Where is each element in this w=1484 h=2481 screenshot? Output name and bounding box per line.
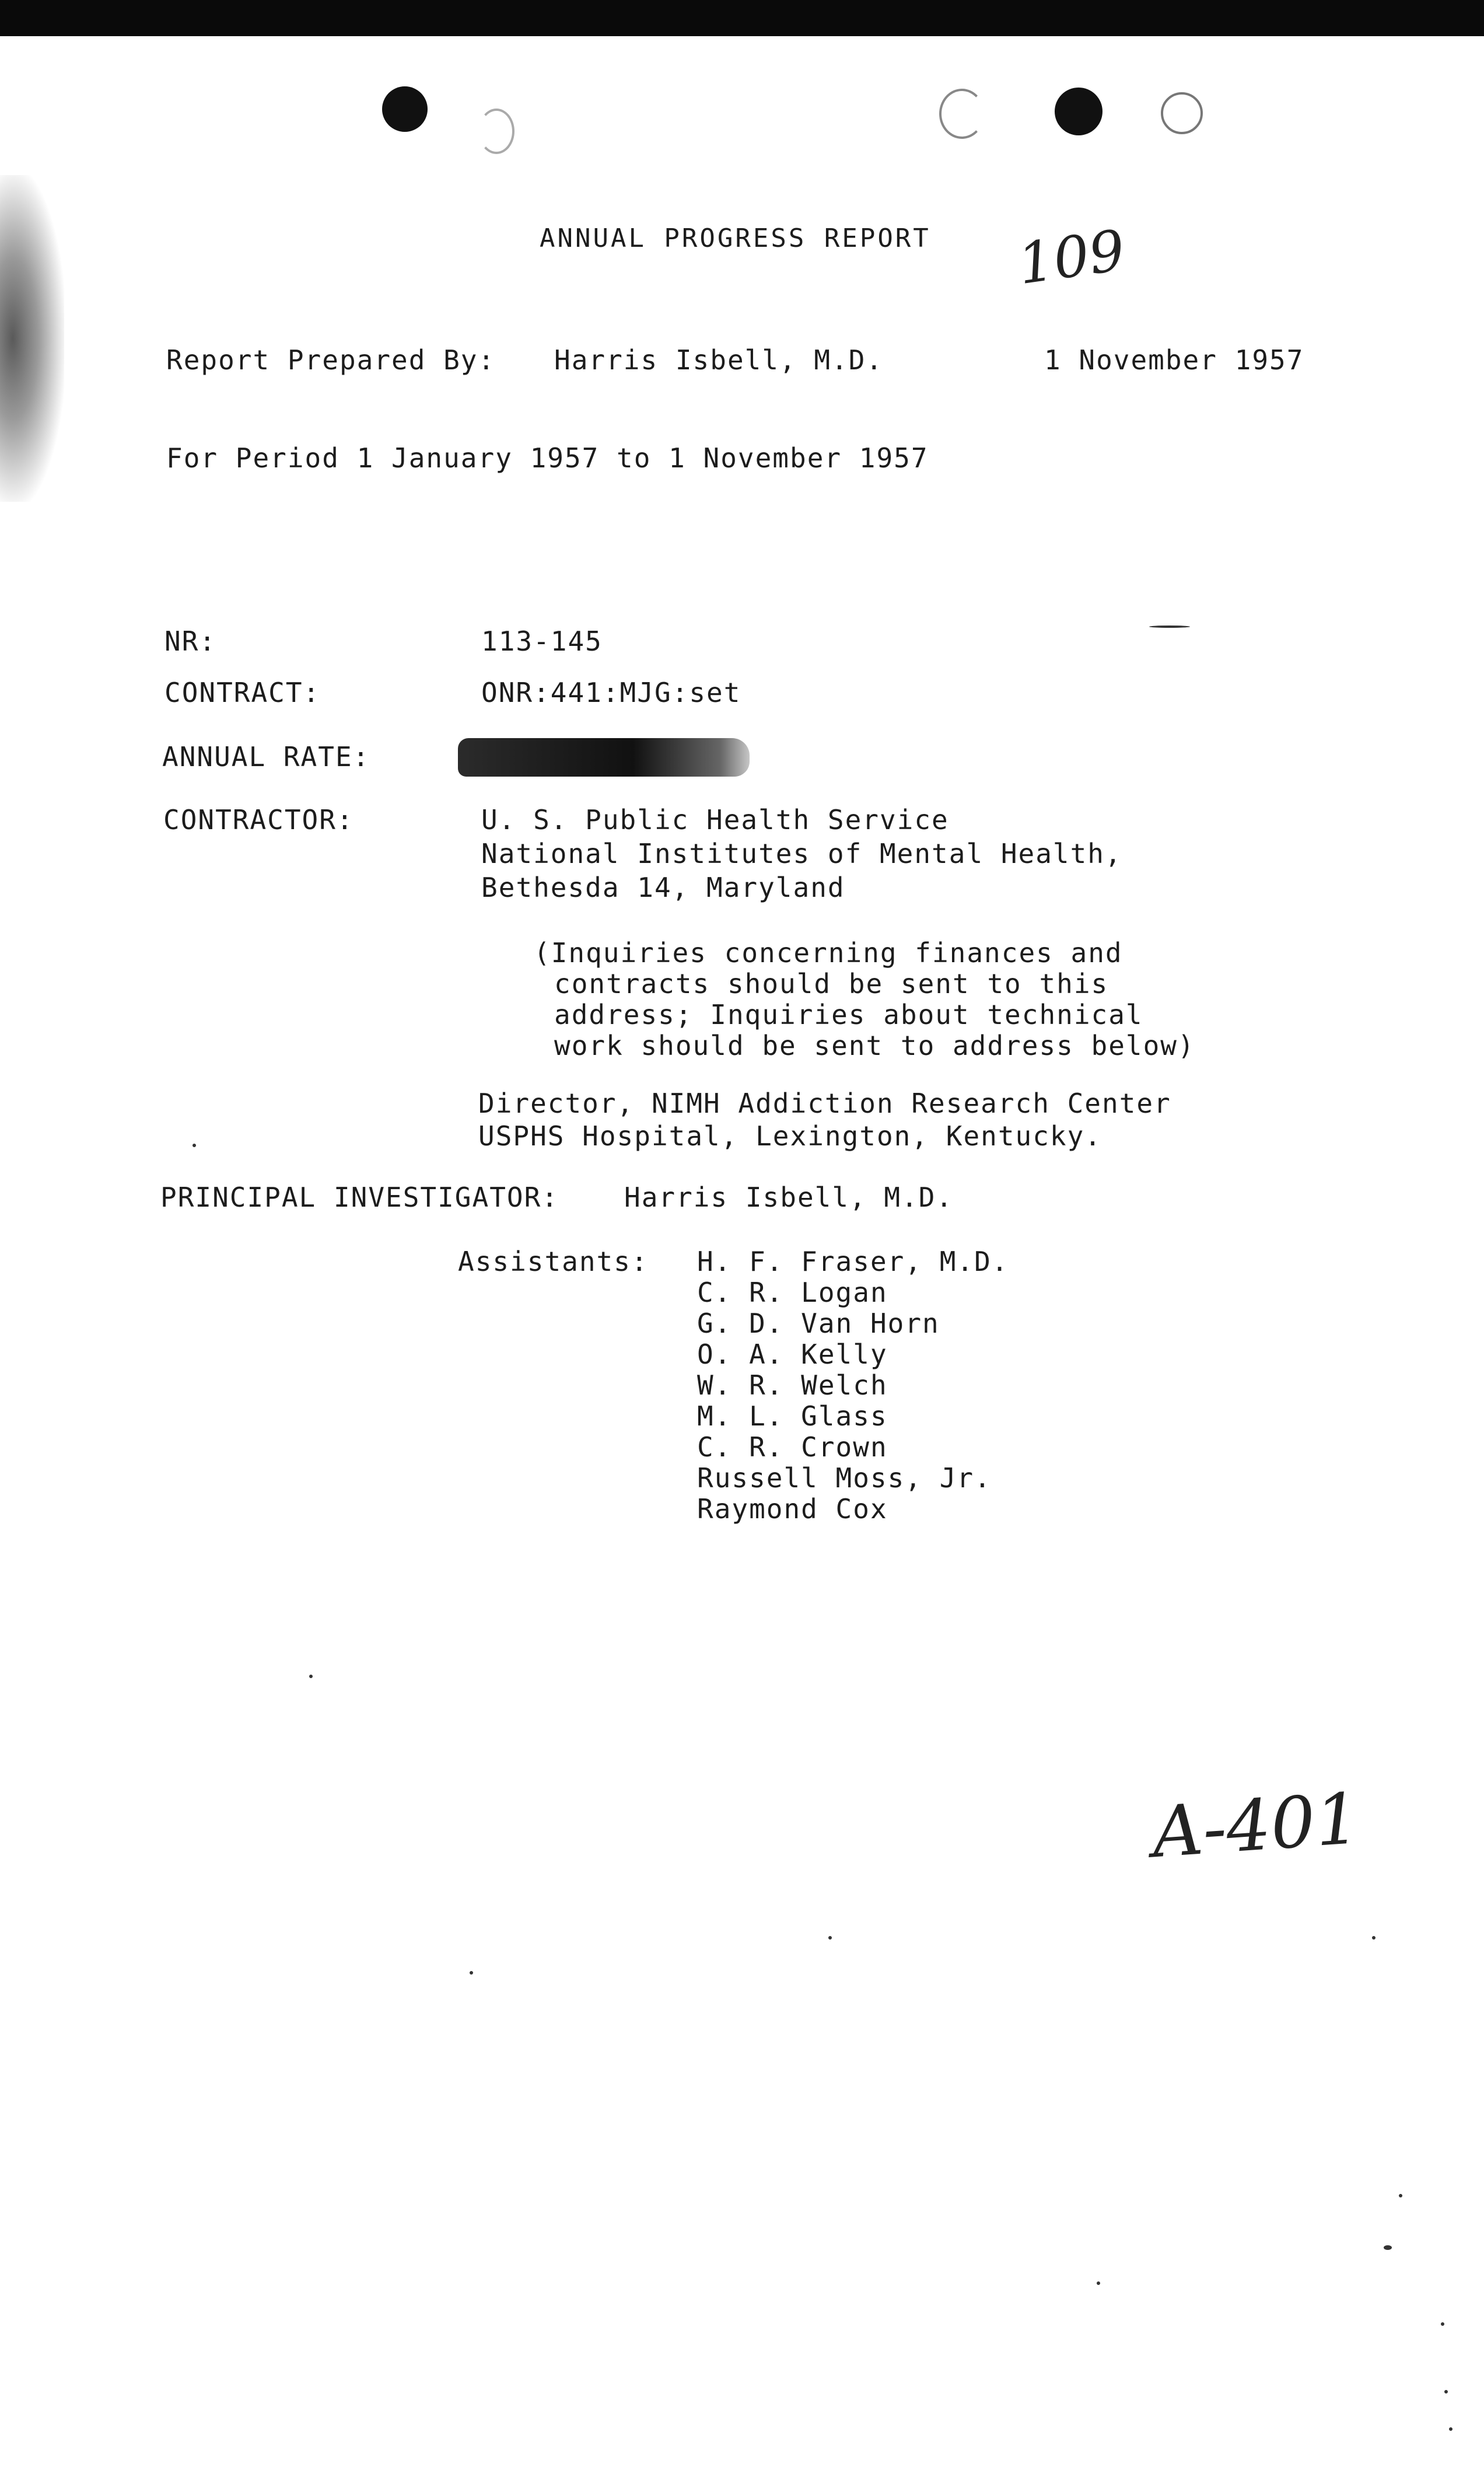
prepared-by-label: Report Prepared By:	[166, 344, 496, 376]
assistant-name: H. F. Fraser, M.D.	[697, 1246, 1009, 1277]
principal-investigator-label: PRINCIPAL INVESTIGATOR:	[160, 1182, 559, 1213]
scan-speck	[309, 1675, 313, 1678]
inquiries-note-line: address; Inquiries about technical	[554, 999, 1143, 1030]
assistant-name: O. A. Kelly	[697, 1339, 888, 1370]
director-line: Director, NIMH Addiction Research Center	[478, 1088, 1171, 1119]
scan-speck	[470, 1971, 473, 1975]
assistant-name: C. R. Logan	[697, 1277, 888, 1308]
contract-value: ONR:441:MJG:set	[481, 677, 741, 708]
redacted-annual-rate	[458, 738, 750, 777]
nr-value: 113-145	[481, 626, 603, 657]
contractor-label: CONTRACTOR:	[163, 804, 354, 836]
scan-speck	[828, 1936, 832, 1940]
assistant-name: W. R. Welch	[697, 1369, 888, 1401]
report-date: 1 November 1957	[1044, 344, 1304, 376]
assistant-name: C. R. Crown	[697, 1431, 888, 1463]
scan-speck	[1399, 2194, 1402, 2197]
inquiries-note-line: (Inquiries concerning finances and	[534, 937, 1123, 969]
scan-speck	[192, 1144, 196, 1147]
assistant-name: G. D. Van Horn	[697, 1308, 940, 1339]
nr-label: NR:	[164, 626, 217, 657]
inquiries-note-line: work should be sent to address below)	[554, 1030, 1195, 1061]
punch-hole-icon	[478, 109, 514, 154]
scan-speck	[1441, 2322, 1444, 2326]
prepared-by-name: Harris Isbell, M.D.	[554, 344, 884, 376]
assistant-name: M. L. Glass	[697, 1400, 888, 1432]
assistants-label: Assistants:	[458, 1246, 649, 1277]
scan-speck	[1384, 2245, 1392, 2250]
scan-speck	[1372, 1936, 1376, 1940]
punch-hole-icon	[1055, 88, 1102, 135]
contract-label: CONTRACT:	[164, 677, 321, 708]
report-title: ANNUAL PROGRESS REPORT	[540, 223, 931, 253]
punch-hole-icon	[939, 89, 985, 139]
contractor-line: U. S. Public Health Service	[481, 804, 949, 836]
annual-rate-label: ANNUAL RATE:	[162, 741, 370, 773]
scan-top-edge	[0, 0, 1484, 36]
principal-investigator-value: Harris Isbell, M.D.	[624, 1182, 954, 1213]
assistant-name: Raymond Cox	[697, 1493, 888, 1525]
scan-speck	[1097, 2281, 1100, 2285]
scan-edge-shadow	[0, 175, 64, 502]
punch-hole-icon	[382, 86, 428, 132]
assistant-name: Russell Moss, Jr.	[697, 1462, 992, 1494]
scan-speck	[1444, 2390, 1448, 2393]
contractor-line: Bethesda 14, Maryland	[481, 872, 845, 903]
scan-speck	[1449, 2427, 1452, 2431]
handwritten-code: A-401	[1149, 1778, 1363, 1874]
director-line: USPHS Hospital, Lexington, Kentucky.	[478, 1120, 1102, 1152]
punch-hole-icon	[1161, 92, 1203, 134]
inquiries-note-line: contracts should be sent to this	[554, 968, 1109, 1000]
handwritten-page-number: 109	[1014, 217, 1129, 298]
contractor-line: National Institutes of Mental Health,	[481, 838, 1122, 869]
scan-speck	[1149, 626, 1190, 628]
report-period: For Period 1 January 1957 to 1 November 1957	[166, 442, 929, 474]
